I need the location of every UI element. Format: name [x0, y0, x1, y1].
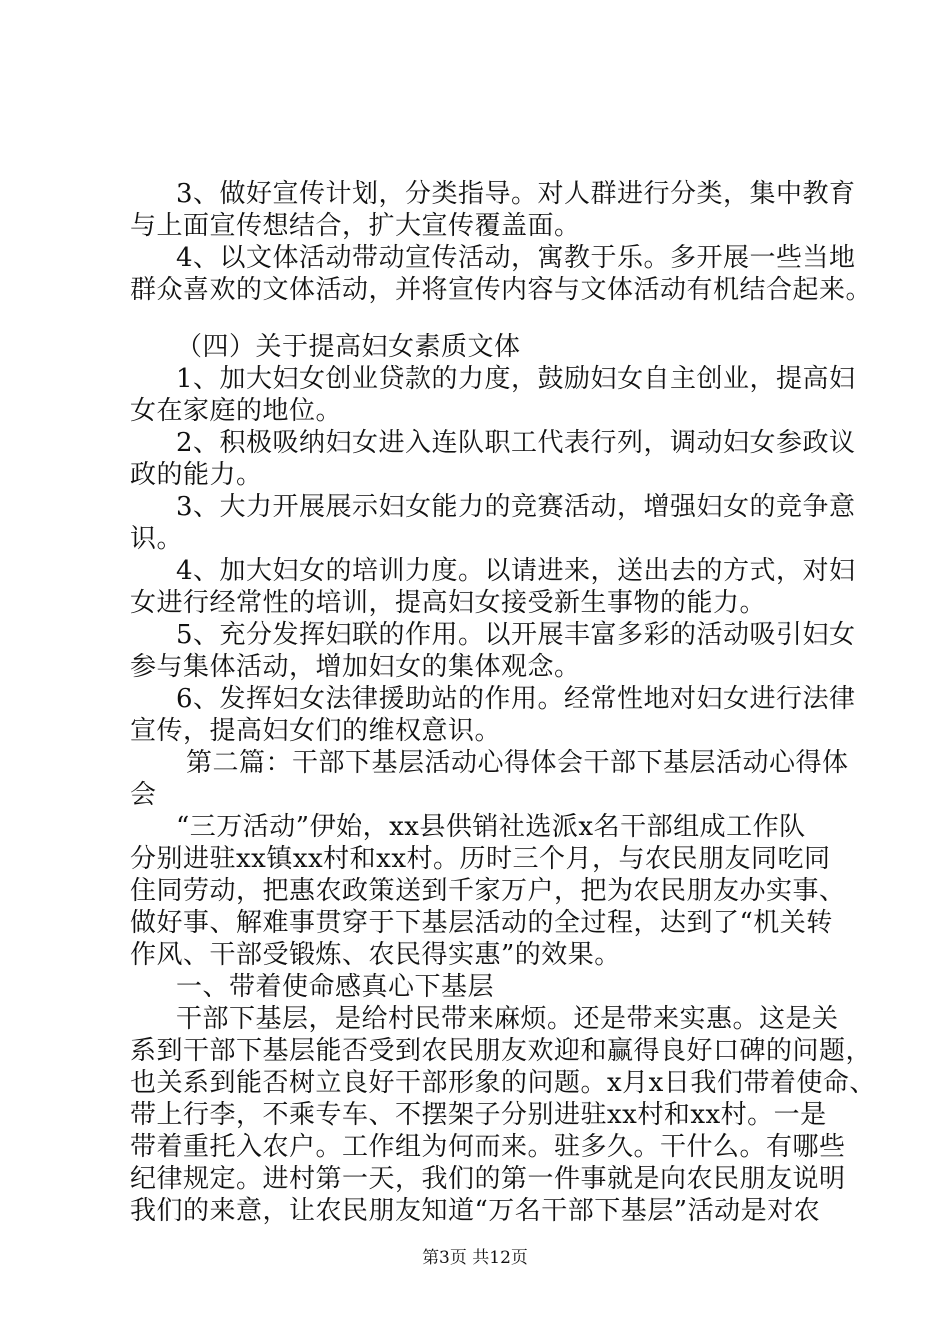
paragraph-line: “三万活动”伊始，xx县供销社选派x名干部组成工作队	[176, 812, 806, 842]
paragraph-line: 1、加大妇女创业贷款的力度，鼓励妇女自主创业，提高妇	[176, 364, 856, 394]
paragraph-line: 识。	[130, 524, 184, 554]
paragraph-line: 作风、干部受锻炼、农民得实惠”的效果。	[130, 940, 621, 970]
paragraph-line: 6、发挥妇女法律援助站的作用。经常性地对妇女进行法律	[176, 684, 856, 714]
paragraph-line: 4、加大妇女的培训力度。以请进来，送出去的方式，对妇	[176, 556, 856, 586]
paragraph-line: 与上面宣传想结合，扩大宣传覆盖面。	[130, 211, 581, 241]
paragraph-line: 系到干部下基层能否受到农民朋友欢迎和赢得良好口碑的问题，	[130, 1036, 873, 1066]
page-number-footer: 第3页 共12页	[422, 1248, 528, 1268]
paragraph-line: 政的能力。	[130, 460, 263, 490]
paragraph-line: 5、充分发挥妇联的作用。以开展丰富多彩的活动吸引妇女	[176, 620, 856, 650]
paragraph-line: 分别进驻xx镇xx村和xx村。历时三个月，与农民朋友同吃同	[130, 844, 831, 874]
paragraph-line: 4、以文体活动带动宣传活动，寓教于乐。多开展一些当地	[176, 243, 856, 273]
paragraph-line: 我们的来意，让农民朋友知道“万名干部下基层”活动是对农	[130, 1196, 821, 1226]
chapter-title: 会	[130, 780, 157, 810]
paragraph-line: 参与集体活动，增加妇女的集体观念。	[130, 652, 581, 682]
paragraph-line: 带上行李，不乘专车、不摆架子分别进驻xx村和xx村。一是	[130, 1100, 827, 1130]
section-heading: （四）关于提高妇女素质文体	[176, 332, 521, 362]
paragraph-line: 群众喜欢的文体活动，并将宣传内容与文体活动有机结合起来。	[130, 275, 873, 305]
paragraph-line: 女在家庭的地位。	[130, 396, 343, 426]
paragraph-line: 干部下基层，是给村民带来麻烦。还是带来实惠。这是关	[176, 1004, 839, 1034]
section-heading: 一、带着使命感真心下基层	[176, 972, 495, 1002]
paragraph-line: 3、做好宣传计划，分类指导。对人群进行分类，集中教育	[176, 179, 856, 209]
paragraph-line: 带着重托入农户。工作组为何而来。驻多久。干什么。有哪些	[130, 1132, 846, 1162]
paragraph-line: 女进行经常性的培训，提高妇女接受新生事物的能力。	[130, 588, 767, 618]
paragraph-line: 也关系到能否树立良好干部形象的问题。x月x日我们带着使命、	[130, 1068, 876, 1098]
paragraph-line: 做好事、解难事贯穿于下基层活动的全过程，达到了“机关转	[130, 908, 833, 938]
paragraph-line: 纪律规定。进村第一天，我们的第一件事就是向农民朋友说明	[130, 1164, 846, 1194]
paragraph-line: 住同劳动，把惠农政策送到千家万户，把为农民朋友办实事、	[130, 876, 846, 906]
chapter-title: 第二篇：干部下基层活动心得体会干部下基层活动心得体	[186, 748, 849, 778]
paragraph-line: 2、积极吸纳妇女进入连队职工代表行列，调动妇女参政议	[176, 428, 856, 458]
paragraph-line: 宣传，提高妇女们的维权意识。	[130, 716, 502, 746]
paragraph-line: 3、大力开展展示妇女能力的竞赛活动，增强妇女的竞争意	[176, 492, 856, 522]
